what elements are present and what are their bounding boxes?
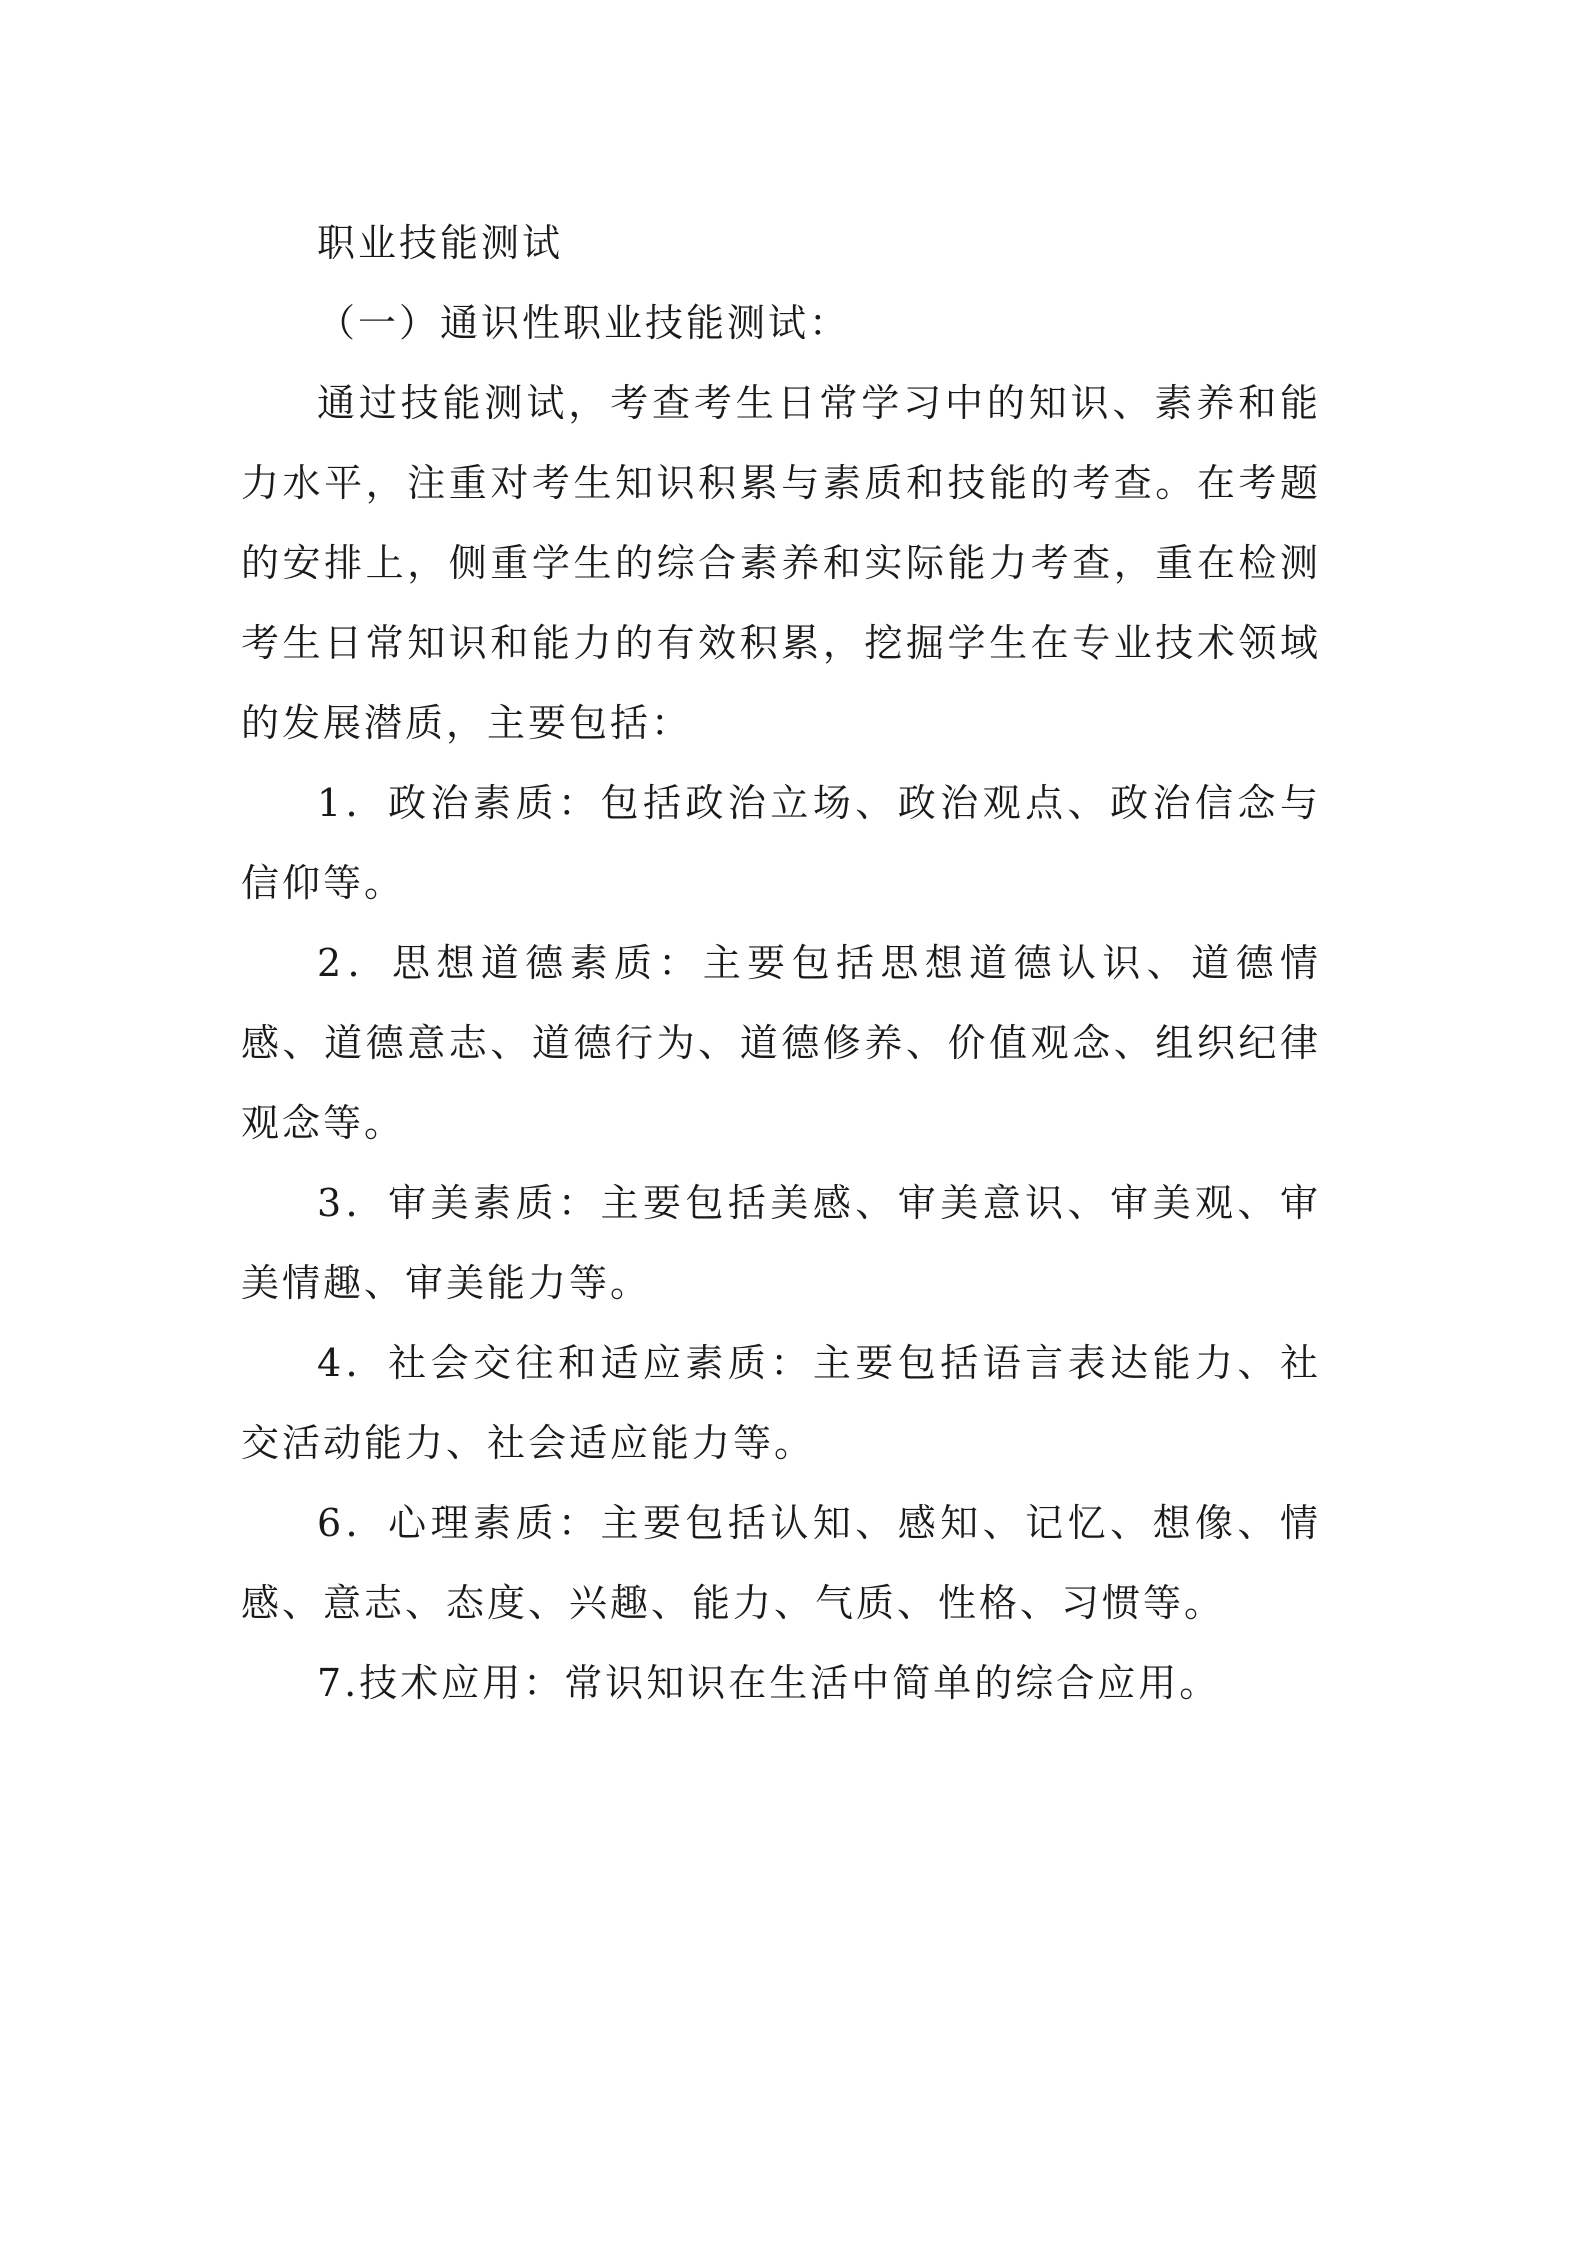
list-item-social: 4．社会交往和适应素质：主要包括语言表达能力、社交活动能力、社会适应能力等。 [241, 1341, 1321, 1465]
section-subheading: （一）通识性职业技能测试： [317, 301, 851, 345]
document-heading: 职业技能测试 [317, 221, 564, 265]
list-item-technical: 7.技术应用：常识知识在生活中简单的综合应用。 [317, 1661, 1221, 1705]
list-item-political: 1．政治素质：包括政治立场、政治观点、政治信念与信仰等。 [241, 781, 1321, 905]
document-body [241, 203, 1321, 1723]
intro-paragraph: 通过技能测试，考查考生日常学习中的知识、素养和能力水平，注重对考生知识积累与素质和技能的考查。在考题的安排上，侧重学生的综合素养和实际能力考查，重在检测考生日常知识和能力的有效积累，挖掘学生在专业技术领域的发展潜质，主要包括： [241, 381, 1321, 745]
list-item-moral: 2．思想道德素质：主要包括思想道德认识、道德情感、道德意志、道德行为、道德修养、价值观念、组织纪律观念等。 [241, 941, 1321, 1145]
list-item-aesthetic: 3．审美素质：主要包括美感、审美意识、审美观、审美情趣、审美能力等。 [241, 1181, 1321, 1305]
list-item-psychological: 6．心理素质：主要包括认知、感知、记忆、想像、情感、意志、态度、兴趣、能力、气质、性格、习惯等。 [241, 1501, 1321, 1625]
